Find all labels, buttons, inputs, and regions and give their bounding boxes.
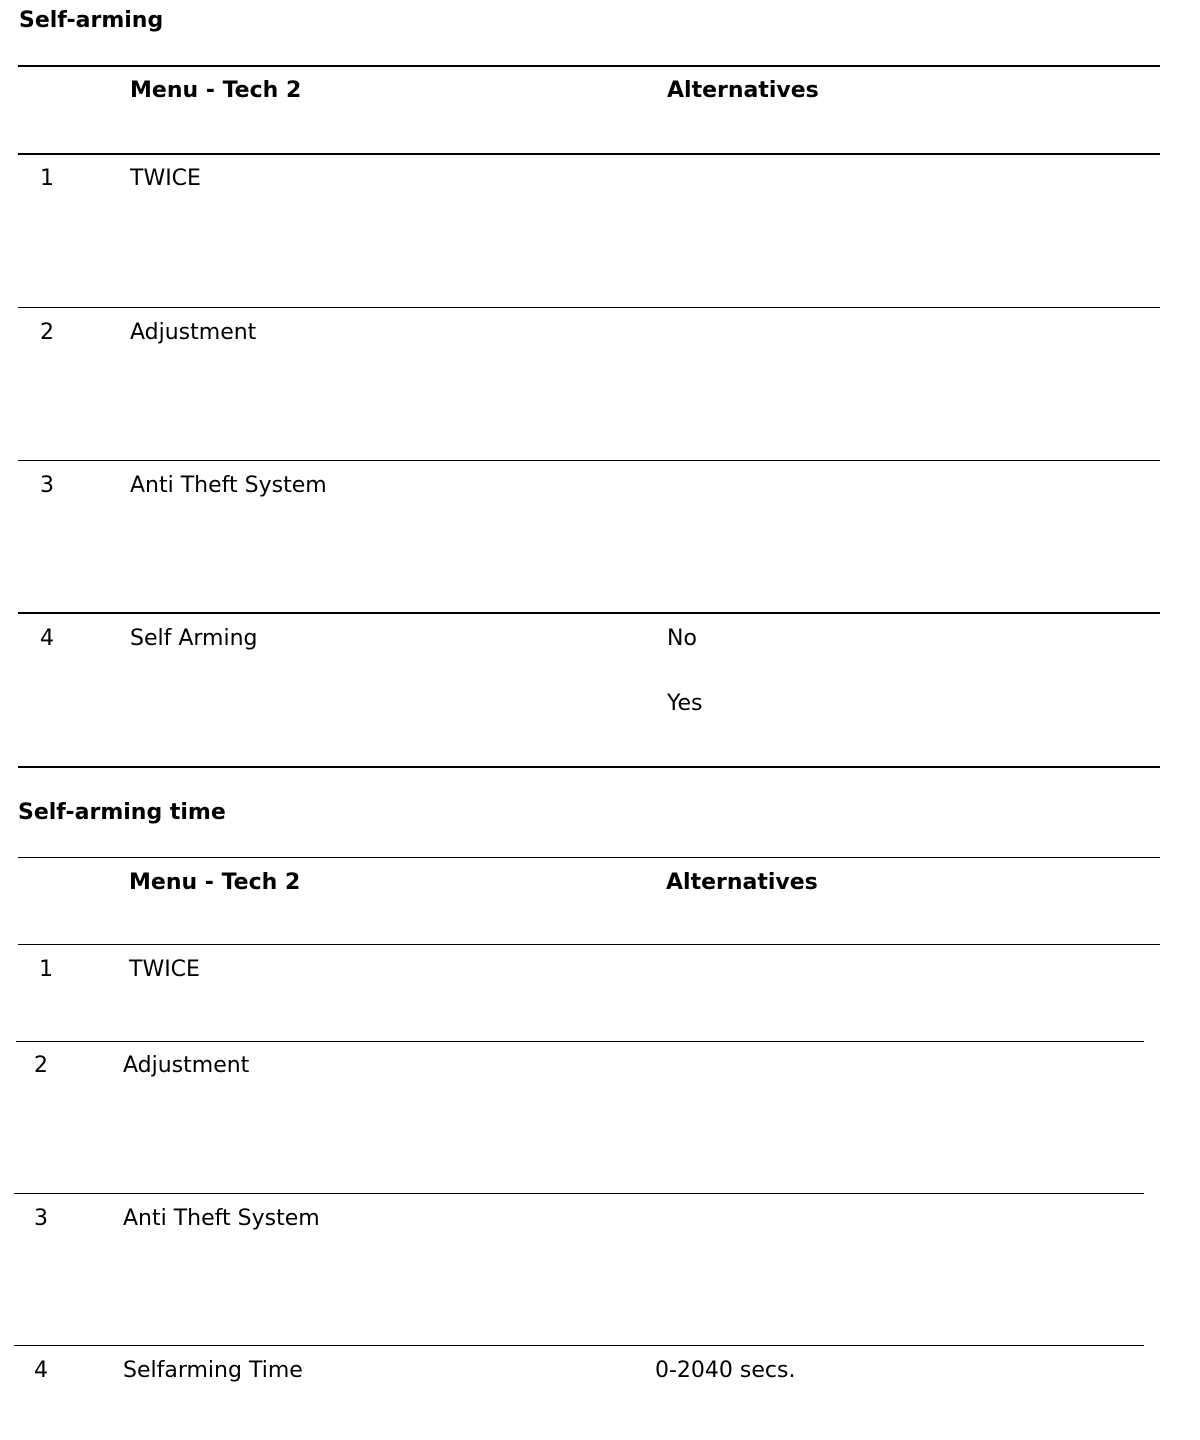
header-bottom-rule [18,944,1160,945]
row-menu-label: Adjustment [130,320,257,345]
row-menu-label: TWICE [129,957,200,982]
column-header-alternatives: Alternatives [667,78,819,103]
column-header-alternatives: Alternatives [666,870,818,895]
row-divider [18,612,1160,614]
row-number: 3 [34,1206,48,1231]
row-menu-label: Anti Theft System [130,473,327,498]
table-top-rule [18,857,1160,858]
row-divider [18,307,1160,308]
row-menu-label: Adjustment [123,1053,250,1078]
row-menu-label: Self Arming [130,626,258,651]
section-title-self-arming-time: Self-arming time [18,800,226,825]
alternative-value: 0-2040 secs. [655,1358,796,1383]
row-number: 3 [40,473,54,498]
row-divider [18,460,1160,461]
row-number: 2 [40,320,54,345]
alternative-value: No [667,626,697,651]
column-header-menu: Menu - Tech 2 [130,78,302,103]
table-bottom-rule [18,766,1160,768]
row-number: 4 [34,1358,48,1383]
row-number: 2 [34,1053,48,1078]
row-number: 1 [40,166,54,191]
table-top-rule [18,65,1160,67]
section-title-self-arming: Self-arming [19,8,164,33]
column-header-menu: Menu - Tech 2 [129,870,301,895]
alternative-value: Yes [667,691,703,716]
row-divider [14,1345,1144,1346]
row-number: 1 [39,957,53,982]
row-divider [16,1041,1144,1042]
row-divider [14,1193,1144,1194]
header-bottom-rule [18,153,1160,155]
row-menu-label: TWICE [130,166,201,191]
row-menu-label: Anti Theft System [123,1206,320,1231]
row-number: 4 [40,626,54,651]
row-menu-label: Selfarming Time [123,1358,303,1383]
